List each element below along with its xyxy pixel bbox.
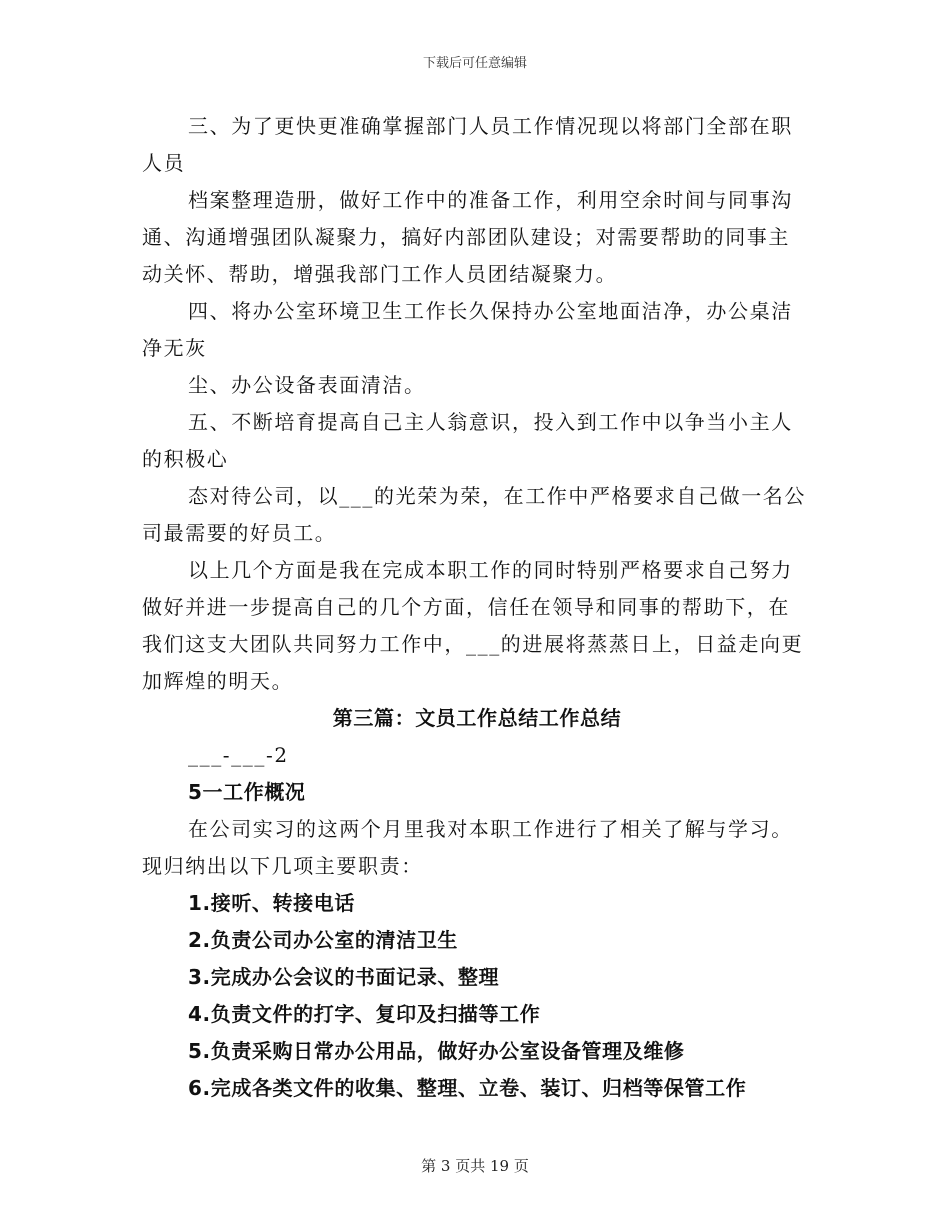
- paragraph-line: 加辉煌的明天。: [142, 669, 294, 693]
- paragraph-line: 现归纳出以下几项主要职责：: [142, 854, 423, 878]
- page-header: 下载后可任意编辑: [422, 56, 527, 71]
- paragraph-line: 在公司实习的这两个月里我对本职工作进行了相关了解与学习。: [188, 817, 793, 841]
- list-item: 5.负责采购日常办公用品，做好办公室设备管理及维修: [188, 1039, 685, 1063]
- list-item: 4.负责文件的打字、复印及扫描等工作: [188, 1002, 541, 1026]
- paragraph-line: 我们这支大团队共同努力工作中，___的进展将蒸蒸日上，日益走向更: [142, 632, 804, 656]
- list-item: 3.完成办公会议的书面记录、整理: [188, 965, 500, 989]
- paragraph-line: 人员: [142, 151, 186, 175]
- section-title: 第三篇：文员工作总结工作总结: [332, 706, 622, 730]
- paragraph-line: 五、不断培育提高自己主人翁意识，投入到工作中以争当小主人: [188, 410, 793, 434]
- paragraph-line: 司最需要的好员工。: [142, 521, 337, 545]
- section-heading: 5一工作概况: [188, 780, 306, 804]
- paragraph-line: 动关怀、帮助，增强我部门工作人员团结凝聚力。: [142, 262, 618, 286]
- paragraph-line: 通、沟通增强团队凝聚力，搞好内部团队建设；对需要帮助的同事主: [142, 225, 790, 249]
- paragraph-line: 四、将办公室环境卫生工作长久保持办公室地面洁净，办公桌洁: [188, 299, 793, 323]
- paragraph-line: 三、为了更快更准确掌握部门人员工作情况现以将部门全部在职: [188, 114, 793, 138]
- date-line: ___-___-2: [188, 743, 289, 767]
- list-item: 6.完成各类文件的收集、整理、立卷、装订、归档等保管工作: [188, 1076, 747, 1100]
- paragraph-line: 净无灰: [142, 336, 207, 360]
- paragraph-line: 以上几个方面是我在完成本职工作的同时特别严格要求自己努力: [188, 558, 793, 582]
- page-footer: 第 3 页共 19 页: [421, 1157, 529, 1175]
- paragraph-line: 的积极心: [142, 447, 229, 471]
- paragraph-line: 态对待公司，以___的光荣为荣，在工作中严格要求自己做一名公: [188, 484, 806, 508]
- document-body: [142, 108, 812, 1107]
- paragraph-line: 尘、办公设备表面清洁。: [188, 373, 426, 397]
- paragraph-line: 档案整理造册，做好工作中的准备工作，利用空余时间与同事沟: [188, 188, 793, 212]
- list-item: 1.接听、转接电话: [188, 891, 355, 915]
- paragraph-line: 做好并进一步提高自己的几个方面，信任在领导和同事的帮助下，在: [142, 595, 790, 619]
- list-item: 2.负责公司办公室的清洁卫生: [188, 928, 458, 952]
